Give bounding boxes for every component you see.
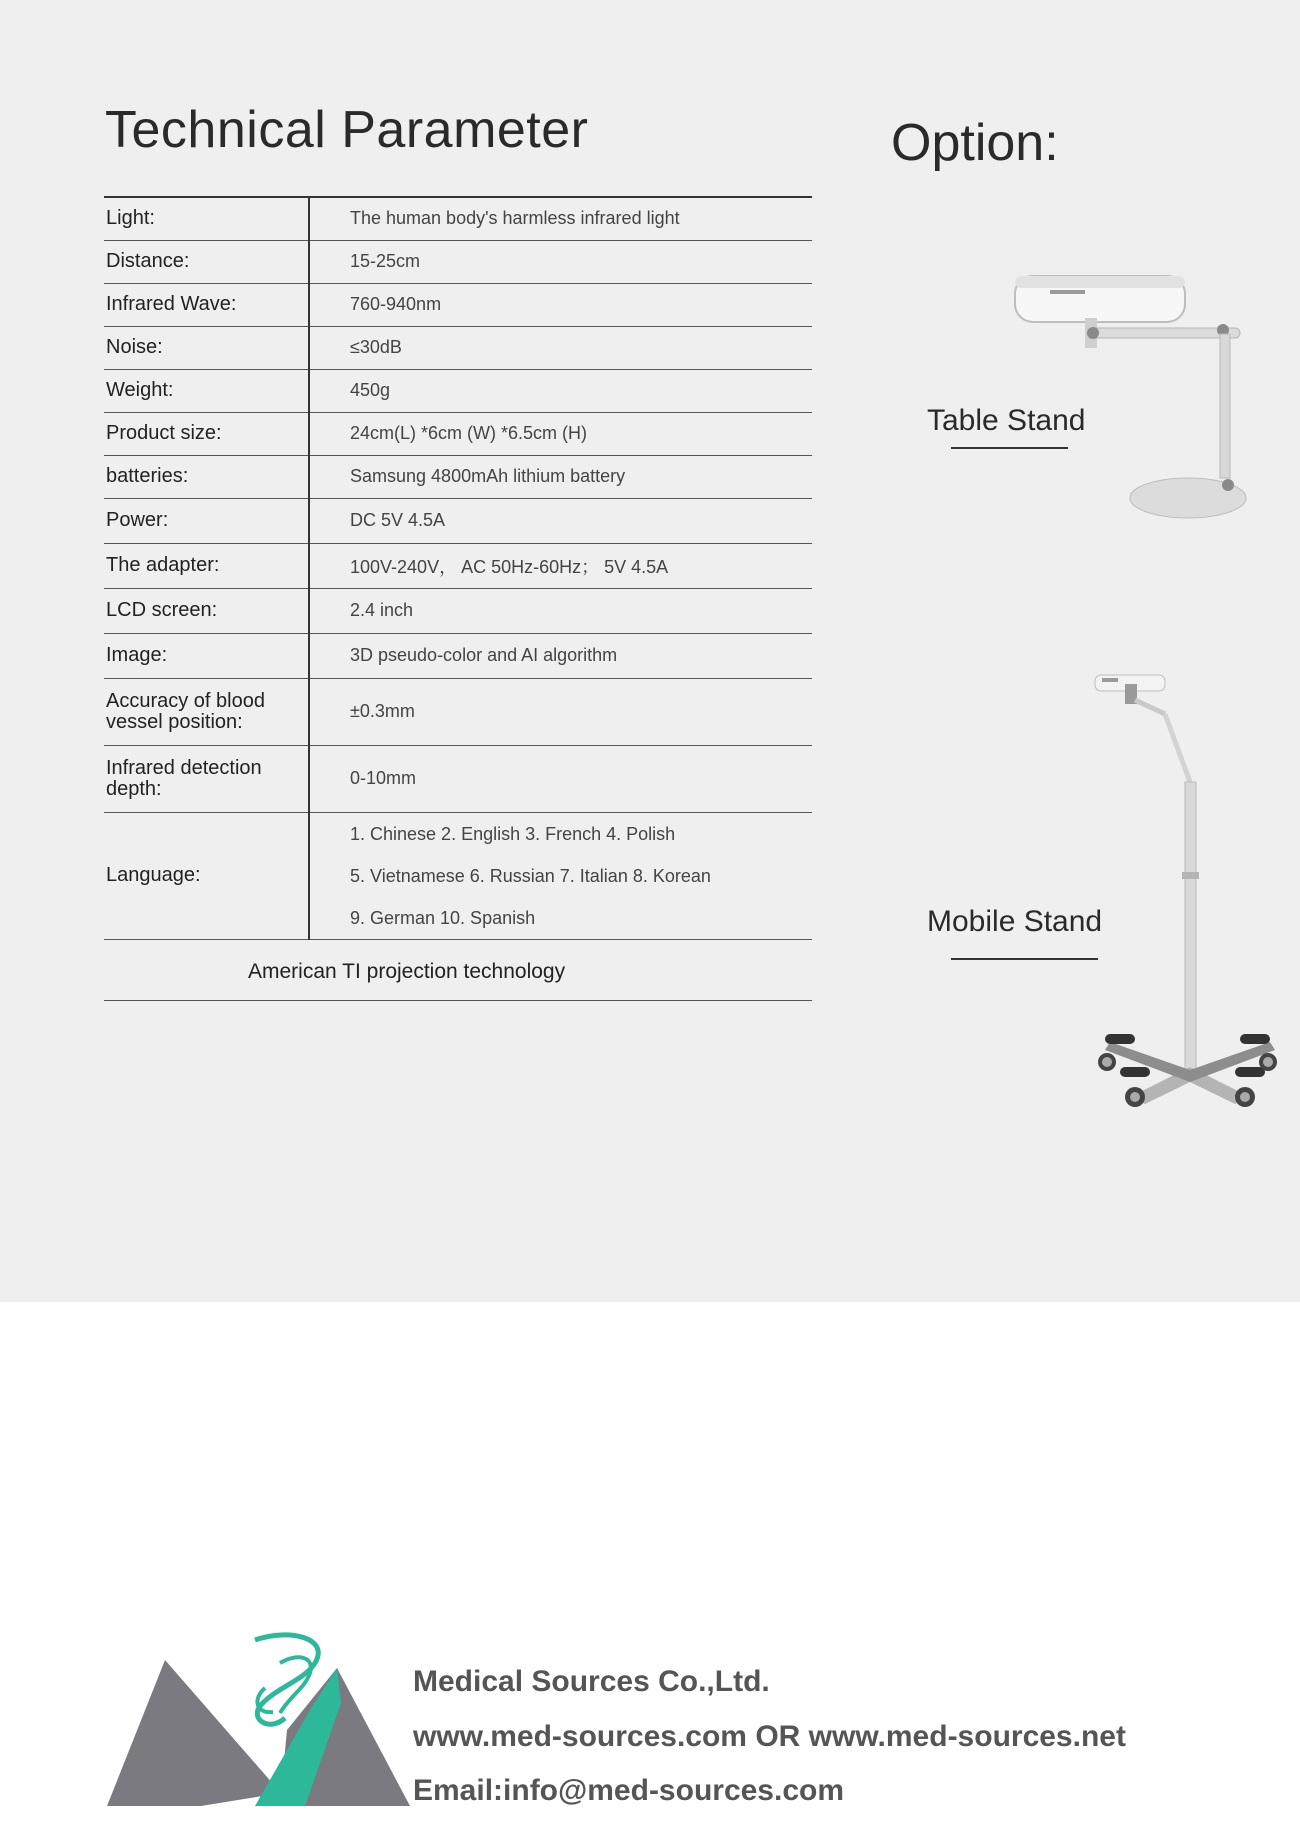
table-row xyxy=(104,745,812,812)
mobile-stand-image xyxy=(1090,672,1280,1122)
mobile-stand-underline xyxy=(951,958,1098,960)
table-row-language xyxy=(104,812,812,939)
language-list xyxy=(309,812,812,939)
company-logo xyxy=(105,1628,415,1808)
company-name: Medical Sources Co.,Ltd. xyxy=(413,1665,770,1698)
option-title: Option: xyxy=(891,114,1059,172)
table-row xyxy=(104,455,812,498)
spec-label: Infrared detection depth: xyxy=(104,745,309,812)
spec-label: batteries: xyxy=(104,455,309,498)
spec-value: 24cm(L) *6cm (W) *6.5cm (H) xyxy=(309,412,812,455)
spec-value: DC 5V 4.5A xyxy=(309,498,812,543)
table-row xyxy=(104,543,812,588)
spec-label: Noise: xyxy=(104,326,309,369)
table-row xyxy=(104,240,812,283)
spec-label: Product size: xyxy=(104,412,309,455)
language-line: 5. Vietnamese 6. Russian 7. Italian 8. Korean xyxy=(350,865,711,886)
spec-value: ≤30dB xyxy=(309,326,812,369)
table-row xyxy=(104,633,812,678)
spec-label: Accuracy of blood vessel position: xyxy=(104,678,309,745)
table-row xyxy=(104,412,812,455)
table-row xyxy=(104,498,812,543)
table-row xyxy=(104,326,812,369)
page-title: Technical Parameter xyxy=(105,101,589,159)
spec-value: ±0.3mm xyxy=(309,678,812,745)
table-row xyxy=(104,369,812,412)
mobile-stand-label: Mobile Stand xyxy=(927,905,1103,938)
spec-label: Infrared Wave: xyxy=(104,283,309,326)
spec-label: Language: xyxy=(104,812,309,939)
table-row xyxy=(104,197,812,240)
table-stand-label: Table Stand xyxy=(927,404,1086,437)
technology-note: American TI projection technology xyxy=(248,960,566,983)
spec-label: LCD screen: xyxy=(104,588,309,633)
spec-value: Samsung 4800mAh lithium battery xyxy=(309,455,812,498)
spec-label: Light: xyxy=(104,197,309,240)
spec-label: Image: xyxy=(104,633,309,678)
spec-label: The adapter: xyxy=(104,543,309,588)
table-row xyxy=(104,588,812,633)
spec-value: 0-10mm xyxy=(309,745,812,812)
spec-label: Weight: xyxy=(104,369,309,412)
spec-value: 2.4 inch xyxy=(309,588,812,633)
spec-label: Distance: xyxy=(104,240,309,283)
language-line: 1. Chinese 2. English 3. French 4. Polish xyxy=(350,823,676,844)
spec-value: 450g xyxy=(309,369,812,412)
technology-note-row xyxy=(104,938,812,1001)
company-websites: www.med-sources.com OR www.med-sources.net xyxy=(413,1720,1126,1753)
language-line: 9. German 10. Spanish xyxy=(350,907,536,928)
spec-value: 15-25cm xyxy=(309,240,812,283)
spec-table xyxy=(104,196,812,940)
spec-value: The human body's harmless infrared light xyxy=(309,197,812,240)
company-email: Email:info@med-sources.com xyxy=(413,1774,845,1807)
spec-value: 760-940nm xyxy=(309,283,812,326)
spec-value: 100V-240V， AC 50Hz-60Hz； 5V 4.5A xyxy=(309,543,812,588)
table-row xyxy=(104,678,812,745)
spec-value: 3D pseudo-color and AI algorithm xyxy=(309,633,812,678)
spec-label: Power: xyxy=(104,498,309,543)
table-stand-underline xyxy=(951,447,1068,449)
table-row xyxy=(104,283,812,326)
table-stand-image xyxy=(1010,268,1260,523)
